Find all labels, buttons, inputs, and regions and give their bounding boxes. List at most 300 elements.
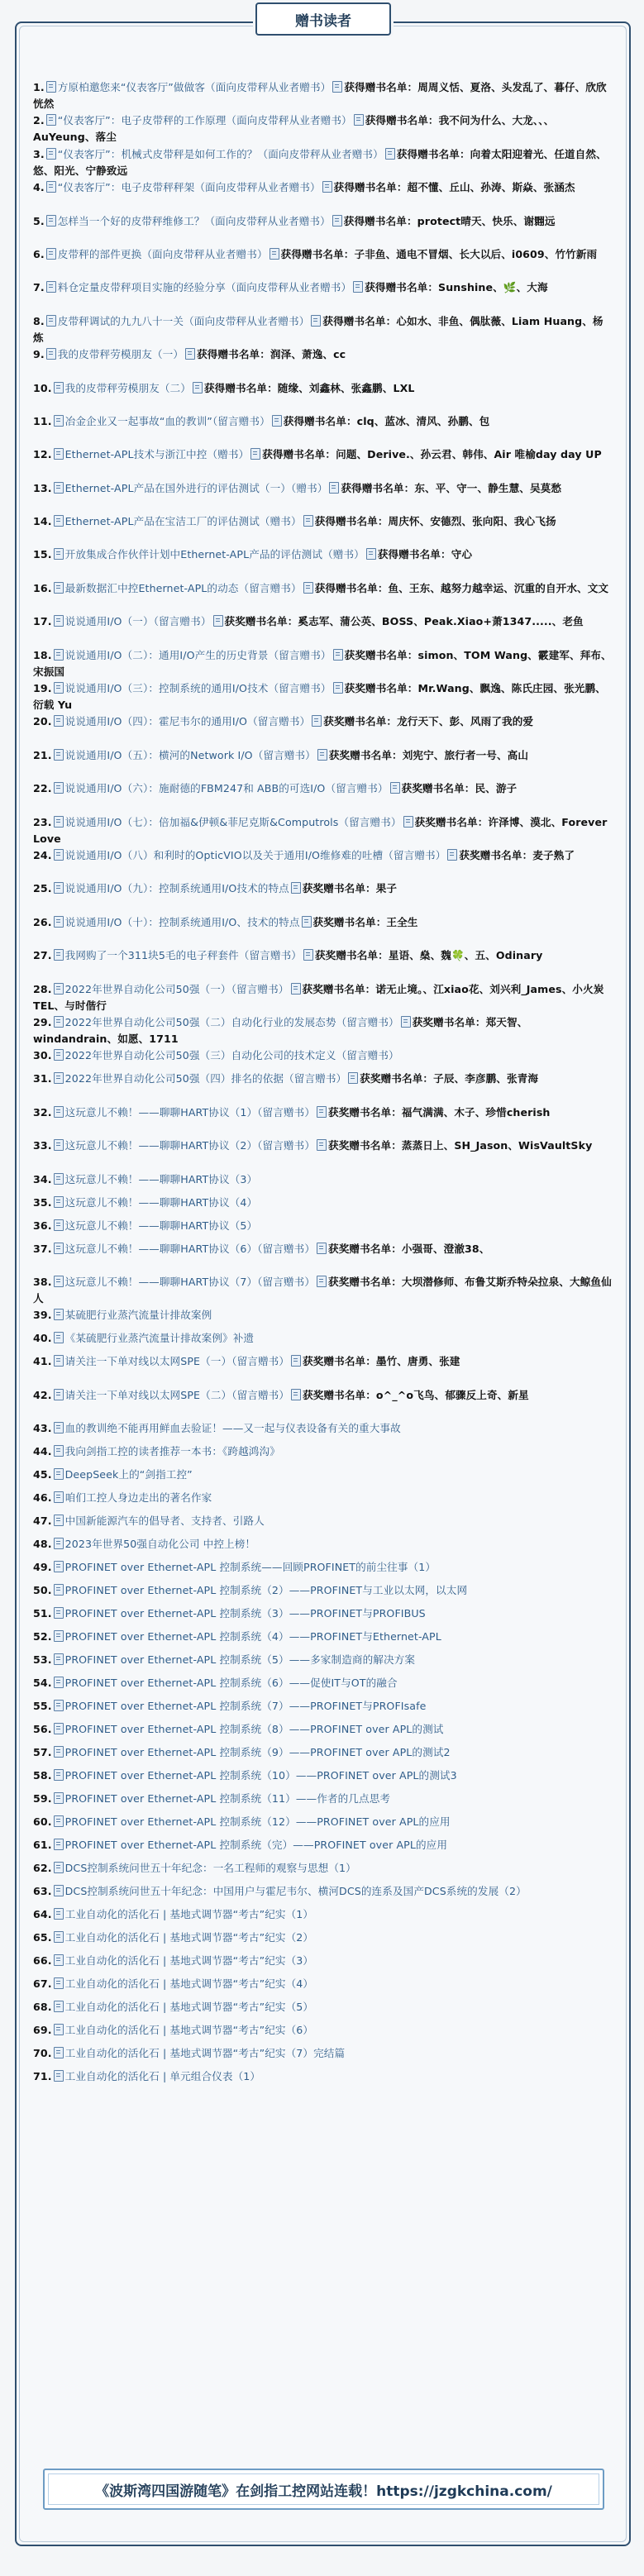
winner-list: 获得赠书名单：周庆怀、安德烈、张向阳、我心飞扬 (314, 515, 556, 528)
article-link[interactable]: 这玩意儿不赖！——聊聊HART协议（4） (64, 1195, 258, 1209)
winner-list: 获奖赠书名单：墨竹、唐勇、张建 (303, 1355, 460, 1368)
list-item (33, 480, 612, 513)
list-item (33, 179, 612, 212)
winner-list: 获奖赠书名单：o^_^o飞鸟、郁骤反上奇、新星 (303, 1388, 529, 1401)
article-link-icon (54, 916, 64, 928)
article-link-icon (54, 1653, 64, 1665)
article-link-icon (54, 782, 64, 794)
article-link[interactable]: 某硫肥行业蒸汽流量计排故案例 (64, 1309, 212, 1322)
list-item (33, 413, 612, 446)
article-link[interactable]: 工业自动化的活化石 | 基地式调节器“考古”纪实（7）完结篇 (64, 2047, 346, 2060)
gift-note: （留言赠书） (238, 949, 302, 962)
list-item (33, 1330, 612, 1353)
article-link-icon (54, 1630, 64, 1642)
article-link[interactable]: 皮带秤调试的九九八十一关 (57, 314, 184, 327)
list-item (33, 1814, 612, 1837)
article-link[interactable]: 说说通用I/O（六）：施耐德的FBM247和 ABB的可选I/O (64, 782, 326, 795)
list-item (33, 780, 612, 813)
article-link[interactable]: PROFINET over Ethernet-APL 控制系统（8）——PROFINET over APL的测试 (64, 1723, 444, 1736)
item-number: 66. (33, 1954, 52, 1968)
article-link[interactable]: 这玩意儿不赖！——聊聊HART协议（1） (64, 1105, 258, 1119)
article-link[interactable]: 说说通用I/O（三）：控制系统的通用I/O技术 (64, 682, 269, 695)
winner-list: 获奖赠书名单：郑天智、windandrain、如愿、1711 (33, 1015, 528, 1045)
winner-list: 获奖赠书名单：星语、燊、魏🍀、五、Odinary (314, 949, 543, 962)
document-icon (353, 281, 363, 293)
article-link[interactable]: DCS控制系统问世五十年纪念：中国用户与霍尼韦尔、横河DCS的连系及国产DCS系统的发展（2） (64, 1885, 527, 1898)
item-number: 43. (33, 1422, 52, 1435)
winner-list: 获奖赠书名单：simon、TOM Wang、霰建军、拜布、宋振国 (33, 648, 612, 678)
article-link-icon (46, 248, 56, 260)
article-link[interactable]: 我的皮带秤劳模朋友（一） (57, 348, 184, 361)
winner-list: 获奖赠书名单：民、游子 (401, 782, 518, 795)
document-icon (401, 1016, 411, 1028)
list-item (33, 613, 612, 646)
document-icon (317, 1276, 327, 1287)
list-item (33, 1241, 612, 1274)
list-item (33, 1837, 612, 1860)
article-link[interactable]: PROFINET over Ethernet-APL 控制系统（7）——PROFINET与PROFIsafe (64, 1700, 427, 1713)
article-link[interactable]: 我向剑指工控的读者推荐一本书：《跨越鸿沟》 (64, 1445, 280, 1458)
gift-note: （赠书） (207, 448, 250, 461)
gift-note: （面向皮带秤从业者赠书） (205, 81, 332, 93)
article-link[interactable]: 中国新能源汽车的倡导者、支持者、引路人 (64, 1515, 265, 1528)
article-link[interactable]: 说说通用I/O（八）和利时的OpticVIO以及关于通用I/O维修难的吐槽 (64, 848, 384, 861)
list-item (33, 1195, 612, 1218)
winner-list: 获得赠书名单：心如水、非鱼、偶肽薇、Liam Huang、杨炼 (33, 314, 603, 344)
gift-note: （面向皮带秤从业者赠书） (226, 114, 352, 127)
gift-note: （赠书） (259, 515, 302, 528)
winner-list: 获得赠书名单：鱼、王东、越努力越幸运、沉重的自开水、文文 (314, 581, 609, 594)
article-link-icon (54, 1954, 64, 1966)
article-link[interactable]: 工业自动化的活化石 | 基地式调节器“考古”纪实（1） (64, 1908, 314, 1921)
gift-note: （赠书） (322, 548, 365, 561)
article-link-icon (54, 448, 64, 460)
item-number: 48. (33, 1538, 52, 1551)
winner-list: 获得赠书名单：Sunshine、🌿、大海 (365, 281, 548, 294)
document-icon (403, 816, 413, 828)
document-icon (291, 1355, 301, 1367)
gift-note: （留言赠书） (212, 414, 270, 427)
item-number: 28. (33, 982, 52, 995)
gift-note: （留言赠书） (336, 1015, 399, 1028)
article-link[interactable]: 这玩意儿不赖！——聊聊HART协议（5） (64, 1219, 258, 1232)
article-link[interactable]: PROFINET over Ethernet-APL 控制系统（4）——PROFINET与Ethernet-APL (64, 1630, 441, 1643)
article-link[interactable]: “仪表客厅”：电子皮带秤的工作原理 (57, 114, 227, 127)
article-link[interactable]: 我的皮带秤劳模朋友（二） (64, 381, 191, 394)
article-link[interactable]: Ethernet-APL产品在国外进行的评估测试（一） (64, 481, 291, 494)
item-number: 62. (33, 1862, 52, 1875)
gift-note: （留言赠书） (153, 615, 212, 628)
list-item (33, 1744, 612, 1767)
article-link[interactable]: 2023年世界50强自动化公司 中控上榜！ (64, 1538, 256, 1551)
article-link[interactable]: 这玩意儿不赖！——聊聊HART协议（6） (64, 1242, 258, 1255)
list-item (33, 1353, 612, 1386)
article-link[interactable]: 工业自动化的活化石 | 基地式调节器“考古”纪实（3） (64, 1954, 314, 1968)
winner-list: 获奖赠书名单：龙行天下、彭、风雨了我的爱 (323, 715, 534, 728)
document-icon (302, 916, 312, 928)
gift-note: （留言赠书） (383, 848, 446, 861)
document-icon (322, 181, 332, 193)
document-icon (185, 348, 195, 360)
item-number: 17. (33, 615, 52, 628)
item-number: 26. (33, 915, 52, 928)
article-link-icon (46, 181, 56, 193)
list-item (33, 446, 612, 479)
article-link-icon (46, 148, 56, 160)
article-link[interactable]: PROFINET over Ethernet-APL 控制系统（3）——PROFINET与PROFIBUS (64, 1607, 426, 1620)
article-link-icon (54, 949, 64, 961)
article-link[interactable]: PROFINET over Ethernet-APL 控制系统（5）——多家制造商的解决方案 (64, 1653, 416, 1667)
list-item (33, 981, 612, 1014)
list-item (33, 2045, 612, 2068)
list-item (33, 1420, 612, 1443)
article-link-icon (54, 849, 64, 861)
article-link-icon (54, 1243, 64, 1254)
article-link[interactable]: 2022年世界自动化公司50强（四）排名的依据 (64, 1072, 284, 1085)
item-number: 69. (33, 2024, 52, 2037)
item-number: 29. (33, 1015, 52, 1028)
document-icon (390, 782, 400, 794)
article-link-icon (54, 1173, 64, 1185)
article-link-icon (54, 1815, 64, 1827)
list-item (33, 847, 612, 880)
article-link-icon (54, 983, 64, 995)
document-icon (385, 148, 395, 160)
item-number: 5. (33, 214, 45, 227)
item-number: 54. (33, 1677, 52, 1690)
list-item (33, 146, 612, 179)
list-item (33, 1605, 612, 1629)
list-item (33, 1387, 612, 1420)
winner-list: 获得赠书名单：随缘、刘鑫林、张鑫鹏、LXL (203, 381, 415, 394)
document-icon (317, 1106, 327, 1118)
article-link-icon (54, 415, 64, 427)
article-link-icon (54, 1561, 64, 1572)
list-item (33, 1791, 612, 1814)
winner-list: 获奖赠书名单：蒸蒸日上、SH_Jason、WisVaultSky (328, 1139, 593, 1152)
item-number: 44. (33, 1445, 52, 1458)
article-link[interactable]: 请关注一下单对线以太网SPE（一） (64, 1355, 232, 1368)
article-link-icon (54, 1309, 64, 1320)
article-link[interactable]: 说说通用I/O（五）：横河的Network I/O (64, 748, 253, 761)
article-link-icon (46, 315, 56, 327)
document-icon (317, 1139, 327, 1151)
item-number: 3. (33, 147, 45, 160)
article-link-icon (54, 1355, 64, 1367)
item-number: 33. (33, 1139, 52, 1152)
article-link-icon (54, 548, 64, 560)
list-item (33, 1490, 612, 1513)
gift-note: （面向皮带秤从业者赠书） (204, 214, 331, 227)
list-item (33, 880, 612, 914)
article-link-icon (54, 682, 64, 694)
article-link[interactable]: 料仓定量皮带秤项目实施的经验分享 (57, 281, 226, 294)
list-item (33, 1467, 612, 1490)
article-link[interactable]: PROFINET over Ethernet-APL 控制系统（12）——PROFINET over APL的应用 (64, 1815, 451, 1829)
gift-note: （面向皮带秤从业者赠书） (225, 281, 352, 294)
document-icon (333, 649, 343, 661)
list-item (33, 1307, 612, 1330)
item-number: 71. (33, 2070, 52, 2083)
article-link[interactable]: 说说通用I/O（十）：控制系统通用I/O、技术的特点 (64, 915, 300, 928)
article-link[interactable]: 咱们工控人身边走出的著名作家 (64, 1491, 212, 1505)
list-item (33, 1559, 612, 1582)
article-link[interactable]: “仪表客厅”：机械式皮带秤是如何工作的？ (57, 147, 258, 160)
list-item (33, 1274, 612, 1307)
item-number: 38. (33, 1275, 52, 1288)
item-number: 12. (33, 448, 52, 461)
list-item (33, 1767, 612, 1791)
list-item (33, 1536, 612, 1559)
item-number: 27. (33, 949, 52, 962)
document-icon (366, 548, 376, 560)
winner-list: 获奖赠书名单：刘宪宁、旅行者一号、高山 (328, 748, 529, 761)
gift-note: （留言赠书） (284, 1072, 347, 1085)
article-link[interactable]: 2022年世界自动化公司50强（一） (64, 982, 231, 995)
item-number: 1. (33, 81, 45, 93)
article-link[interactable]: 最新数据汇中控Ethernet-APL的动态 (64, 581, 239, 594)
article-link[interactable]: Ethernet-APL产品在宝洁工厂的评估测试 (64, 515, 260, 528)
gift-note: （留言赠书） (325, 782, 389, 795)
article-link[interactable]: PROFINET over Ethernet-APL 控制系统（9）——PROFINET over APL的测试2 (64, 1746, 451, 1759)
item-number: 56. (33, 1723, 52, 1736)
article-link[interactable]: PROFINET over Ethernet-APL 控制系统（6）——促使IT与OT的融合 (64, 1677, 398, 1690)
article-link[interactable]: 怎样当一个好的皮带秤维修工？ (57, 214, 205, 227)
list-item (33, 2022, 612, 2045)
article-link[interactable]: 皮带秤的部件更换 (57, 247, 142, 260)
item-number: 47. (33, 1515, 52, 1528)
article-link[interactable]: 2022年世界自动化公司50强（三）自动化公司的技术定义 (64, 1049, 336, 1062)
item-number: 67. (33, 1977, 52, 1991)
document-icon (303, 582, 313, 594)
list-item (33, 1721, 612, 1744)
gift-note: （留言赠书） (231, 982, 289, 995)
winner-list: 获奖赠书名单：麦子熟了 (459, 848, 575, 861)
list-item (33, 1953, 612, 1976)
document-icon (213, 615, 223, 627)
article-link[interactable]: 工业自动化的活化石 | 基地式调节器“考古”纪实（4） (64, 1977, 314, 1991)
winner-list: 获得赠书名单：问题、Derive.、孙云君、韩伟、Air 唯榆day day UP (262, 448, 602, 461)
article-link[interactable]: 冶金企业又一起事故“血的教训” (64, 414, 212, 427)
item-number: 4. (33, 181, 45, 194)
list-item (33, 1513, 612, 1536)
winner-list: 获奖赠书名单：Mr.Wang、飘逸、陈氏庄园、张光鹏、衍载 Yu (33, 682, 606, 712)
item-number: 37. (33, 1242, 52, 1255)
winner-list: 获得赠书名单：clq、蓝冰、清风、孙鹏、包 (283, 414, 490, 427)
article-link[interactable]: 工业自动化的活化石 | 基地式调节器“考古”纪实（5） (64, 2001, 314, 2014)
article-link[interactable]: PROFINET over Ethernet-APL 控制系统——回顾PROFINET的前尘往事（1） (64, 1561, 436, 1574)
article-link[interactable]: 这玩意儿不赖！——聊聊HART协议（7） (64, 1275, 258, 1288)
article-link[interactable]: 这玩意儿不赖！——聊聊HART协议（2） (64, 1139, 258, 1152)
article-link-icon (54, 1677, 64, 1688)
document-icon (332, 215, 342, 227)
article-link-icon (54, 1723, 64, 1734)
list-item (33, 1047, 612, 1071)
item-number: 65. (33, 1931, 52, 1944)
gift-note: （留言赠书） (336, 1049, 399, 1062)
article-link[interactable]: 说说通用I/O（一） (64, 615, 154, 628)
gift-note: （面向皮带秤从业者赠书） (141, 247, 268, 260)
article-link-icon (54, 1792, 64, 1804)
winner-list: 获得赠书名单：东、平、守一、静生慧、吴莫愁 (341, 481, 562, 494)
article-link-icon (54, 1468, 64, 1480)
article-link[interactable]: 请关注一下单对线以太网SPE（二） (64, 1388, 232, 1401)
article-link-icon (54, 882, 64, 894)
item-number: 68. (33, 2001, 52, 2014)
item-number: 64. (33, 1908, 52, 1921)
winner-list: 获奖赠书名单：小强哥、澄澈38、 (328, 1242, 490, 1255)
list-item (33, 346, 612, 379)
gift-note: （留言赠书） (231, 1355, 290, 1368)
article-link[interactable]: 工业自动化的活化石 | 基地式调节器“考古”纪实（2） (64, 1931, 314, 1944)
item-number: 50. (33, 1584, 52, 1597)
list-item (33, 1629, 612, 1652)
item-number: 23. (33, 815, 52, 828)
item-number: 15. (33, 548, 52, 561)
list-item (33, 1930, 612, 1953)
article-link[interactable]: 开放集成合作伙伴计划中Ethernet-APL产品的评估测试 (64, 548, 323, 561)
article-link-icon (54, 1862, 64, 1873)
item-number: 59. (33, 1792, 52, 1806)
item-number: 35. (33, 1195, 52, 1209)
article-link[interactable]: 说说通用I/O（七）：倍加福&伊顿&菲尼克斯&Computrols (64, 815, 339, 828)
document-icon (332, 81, 342, 93)
item-number: 14. (33, 515, 52, 528)
list-item (33, 713, 612, 747)
item-number: 8. (33, 314, 45, 327)
article-link[interactable]: 工业自动化的活化石 | 基地式调节器“考古”纪实（6） (64, 2024, 314, 2037)
item-number: 42. (33, 1388, 52, 1401)
article-link[interactable]: PROFINET over Ethernet-APL 控制系统（10）——PROFINET over APL的测试3 (64, 1769, 457, 1782)
list-item (33, 1999, 612, 2022)
document-icon (317, 1243, 327, 1254)
article-link-icon (46, 281, 56, 293)
list-item (33, 2068, 612, 2092)
article-link[interactable]: 说说通用I/O（九）：控制系统通用I/O技术的特点 (64, 882, 289, 895)
article-link[interactable]: 说说通用I/O（四）：霍尼韦尔的通用I/O (64, 715, 248, 728)
item-number: 19. (33, 682, 52, 695)
item-number: 70. (33, 2047, 52, 2060)
article-link-icon (54, 1908, 64, 1920)
article-link[interactable]: Ethernet-APL技术与浙江中控 (64, 448, 208, 461)
article-link-icon (54, 382, 64, 394)
gift-note: （留言赠书） (268, 682, 332, 695)
article-link-icon (54, 1538, 64, 1549)
item-number: 24. (33, 848, 52, 861)
article-link[interactable]: 2022年世界自动化公司50强（二）自动化行业的发展态势 (64, 1015, 336, 1028)
list-item (33, 546, 612, 580)
document-icon (193, 382, 203, 394)
document-icon (317, 749, 327, 761)
item-number: 13. (33, 481, 52, 494)
item-number: 52. (33, 1630, 52, 1643)
list-item (33, 112, 612, 145)
item-number: 41. (33, 1355, 52, 1368)
list-item (33, 1218, 612, 1241)
item-number: 22. (33, 782, 52, 795)
article-link-icon (54, 1885, 64, 1896)
item-number: 51. (33, 1607, 52, 1620)
winner-list: 获得赠书名单：子非鱼、通电不冒烟、长大以后、i0609、竹竹新雨 (280, 247, 598, 260)
document-icon (303, 949, 313, 961)
article-link-icon (54, 1196, 64, 1208)
article-link[interactable]: PROFINET over Ethernet-APL 控制系统（2）——PROFINET与工业以太网，以太网 (64, 1584, 468, 1597)
document-icon (333, 682, 343, 694)
winner-list: 获奖赠书名单：许泽博、漠北、Forever Love (33, 815, 608, 845)
list-item (33, 1443, 612, 1467)
item-number: 57. (33, 1746, 52, 1759)
article-link-icon (54, 2047, 64, 2058)
item-number: 61. (33, 1839, 52, 1852)
list-item (33, 513, 612, 546)
article-link-icon (54, 1106, 64, 1118)
winner-list: 获得赠书名单：向着太阳迎着光、任道自然、悠、阳光、宁静致远 (33, 147, 607, 177)
list-item (33, 246, 612, 279)
list-item (33, 947, 612, 980)
document-icon (311, 315, 321, 327)
gift-note: （留言赠书） (231, 1388, 290, 1401)
article-link-icon (54, 1422, 64, 1433)
item-number: 30. (33, 1049, 52, 1062)
item-number: 9. (33, 348, 45, 361)
item-number: 2. (33, 114, 45, 127)
article-link-icon (54, 1839, 64, 1850)
article-link-icon (54, 1584, 64, 1596)
item-number: 36. (33, 1219, 52, 1232)
gift-note: （留言赠书） (257, 1242, 316, 1255)
article-link[interactable]: PROFINET over Ethernet-APL 控制系统（11）——作者的几点思考 (64, 1792, 391, 1806)
item-number: 40. (33, 1332, 52, 1345)
gift-note: （留言赠书） (257, 1275, 316, 1288)
list-item (33, 814, 612, 847)
item-number: 6. (33, 247, 45, 260)
winner-list: 获得赠书名单：润泽、萧逸、cc (197, 348, 346, 361)
gift-note: （留言赠书） (252, 748, 316, 761)
gift-note: （留言赠书） (268, 648, 332, 661)
article-link[interactable]: “仪表客厅”：电子皮带秤秤架 (57, 181, 195, 194)
article-link[interactable]: 这玩意儿不赖！——聊聊HART协议（3） (64, 1172, 258, 1185)
list-item (33, 1138, 612, 1171)
article-link[interactable]: DCS控制系统问世五十年纪念：一名工程师的观察与思想（1） (64, 1862, 356, 1875)
article-link[interactable]: 说说通用I/O（二）：通用I/O产生的历史背景 (64, 648, 269, 661)
article-link-icon (46, 114, 56, 126)
list-item (33, 1976, 612, 1999)
gift-note: （留言赠书） (338, 815, 402, 828)
footer-banner[interactable] (43, 2469, 604, 2510)
list-item (33, 1652, 612, 1675)
winner-list: 获奖赠书名单：福气满满、木子、珍惜cherish (328, 1105, 551, 1119)
article-link[interactable]: 我网购了一个311块5毛的电子秤套件 (64, 949, 239, 962)
article-link[interactable]: DeepSeek上的“剑指工控” (64, 1468, 193, 1481)
article-link[interactable]: PROFINET over Ethernet-APL 控制系统（完）——PROFINET over APL的应用 (64, 1839, 448, 1852)
list-item (33, 1014, 612, 1047)
item-number: 25. (33, 882, 52, 895)
article-link-icon (54, 2024, 64, 2035)
gift-note: （面向皮带秤从业者赠书） (184, 314, 310, 327)
article-link-icon (54, 2001, 64, 2012)
article-link-icon (54, 1607, 64, 1619)
article-link-icon (54, 1219, 64, 1231)
article-link[interactable]: 工业自动化的活化石 | 单元组合仪表（1） (64, 2070, 261, 2083)
list-item (33, 580, 612, 613)
article-link[interactable]: 血的教训绝不能再用鲜血去验证！——又一起与仪表设备有关的重大事故 (64, 1422, 401, 1435)
article-link[interactable]: 方原柏邀您来“仪表客厅”做做客 (57, 81, 206, 93)
article-link-icon (54, 515, 64, 527)
gift-note: （面向皮带秤从业者赠书） (194, 181, 321, 194)
article-link[interactable]: 《某硫肥行业蒸汽流量计排故案例》补遗 (64, 1332, 255, 1345)
item-number: 34. (33, 1172, 52, 1185)
item-number: 63. (33, 1885, 52, 1898)
